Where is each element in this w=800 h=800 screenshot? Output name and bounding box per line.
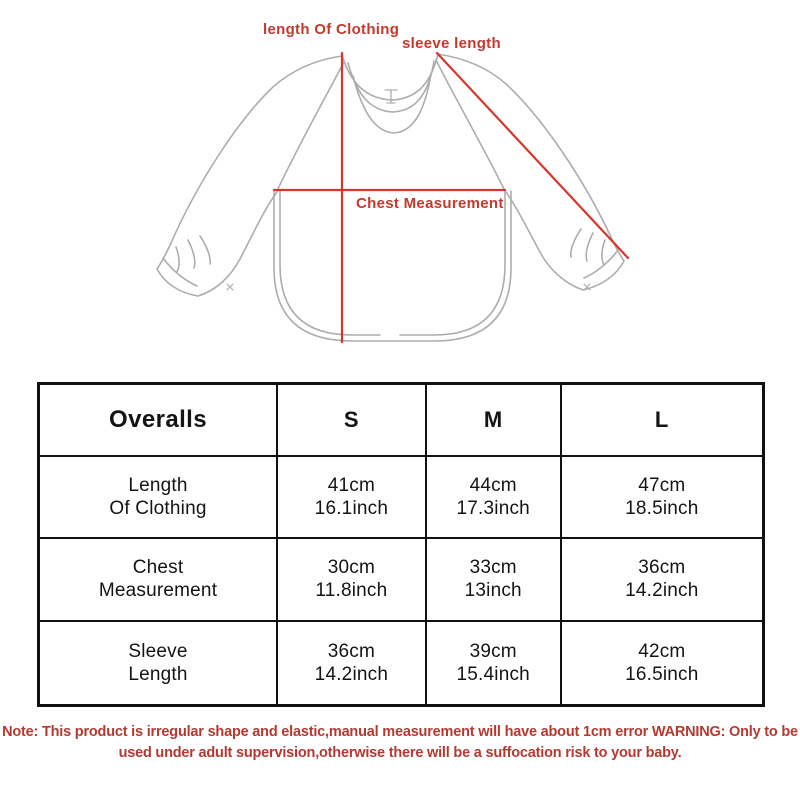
value-inch: 14.2inch	[625, 580, 699, 602]
header-cell-m	[427, 385, 562, 457]
cell-chest-m	[427, 539, 562, 621]
value-inch: 14.2inch	[314, 663, 389, 685]
value-inch: 18.5inch	[625, 497, 699, 519]
value-inch: 15.4inch	[456, 663, 530, 685]
right-sleeve	[437, 54, 624, 290]
cell-chest-s	[278, 539, 427, 621]
value-cm: 44cm	[469, 474, 517, 496]
row-label-length-of-clothing	[40, 457, 278, 539]
sleeve-length-label: sleeve length	[402, 35, 501, 52]
cell-chest-l	[562, 539, 762, 621]
value-cm: 47cm	[638, 474, 686, 496]
value-inch: 11.8inch	[315, 580, 388, 602]
garment-svg	[0, 0, 800, 378]
header-label: L	[654, 407, 669, 433]
row-label-line2: Of Clothing	[109, 497, 207, 519]
header-label: M	[483, 407, 503, 433]
warning-note	[0, 722, 800, 764]
header-cell-l	[562, 385, 762, 457]
value-inch: 13inch	[464, 580, 522, 602]
header-cell-overalls	[40, 385, 278, 457]
row-label-sleeve-length	[40, 622, 278, 704]
value-inch: 16.1inch	[314, 497, 389, 519]
row-label-line1: Sleeve	[128, 640, 188, 662]
sleeve-measure-line	[437, 53, 628, 258]
cell-sleeve-l	[562, 622, 762, 704]
cell-sleeve-s	[278, 622, 427, 704]
right-raglan-seam	[436, 60, 505, 191]
note-line-1: Note: This product is irregular shape and elastic,manual measurement will have about 1cm error WARNING: Only to be	[2, 724, 798, 740]
row-label-line1: Chest	[132, 557, 184, 579]
cell-length-l	[562, 457, 762, 539]
row-label-chest-measurement	[40, 539, 278, 621]
row-label-line1: Length	[128, 474, 188, 496]
size-table	[37, 382, 765, 707]
value-cm: 36cm	[327, 640, 376, 662]
row-label-line2: Measurement	[98, 580, 218, 602]
header-label: Overalls	[109, 406, 207, 434]
value-cm: 42cm	[638, 640, 686, 662]
value-cm: 39cm	[469, 640, 517, 662]
row-label-line2: Length	[128, 663, 188, 685]
length-of-clothing-label: length Of Clothing	[263, 21, 400, 38]
value-cm: 33cm	[469, 557, 517, 579]
pocket-outline	[274, 191, 511, 341]
header-label: S	[343, 407, 359, 433]
value-cm: 30cm	[327, 557, 376, 579]
cell-sleeve-m	[427, 622, 562, 704]
cell-length-m	[427, 457, 562, 539]
collar	[342, 54, 438, 133]
value-inch: 16.5inch	[625, 663, 699, 685]
cell-length-s	[278, 457, 427, 539]
value-cm: 41cm	[327, 474, 376, 496]
note-line-2: used under adult supervision,otherwise there will be a suffocation risk to your baby.	[118, 745, 682, 761]
header-cell-s	[278, 385, 427, 457]
left-sleeve	[157, 56, 342, 296]
garment-diagram	[0, 0, 800, 378]
chest-measurement-label: Chest Measurement	[356, 195, 504, 212]
value-cm: 36cm	[638, 557, 686, 579]
left-raglan-seam	[277, 62, 344, 191]
value-inch: 17.3inch	[456, 497, 530, 519]
